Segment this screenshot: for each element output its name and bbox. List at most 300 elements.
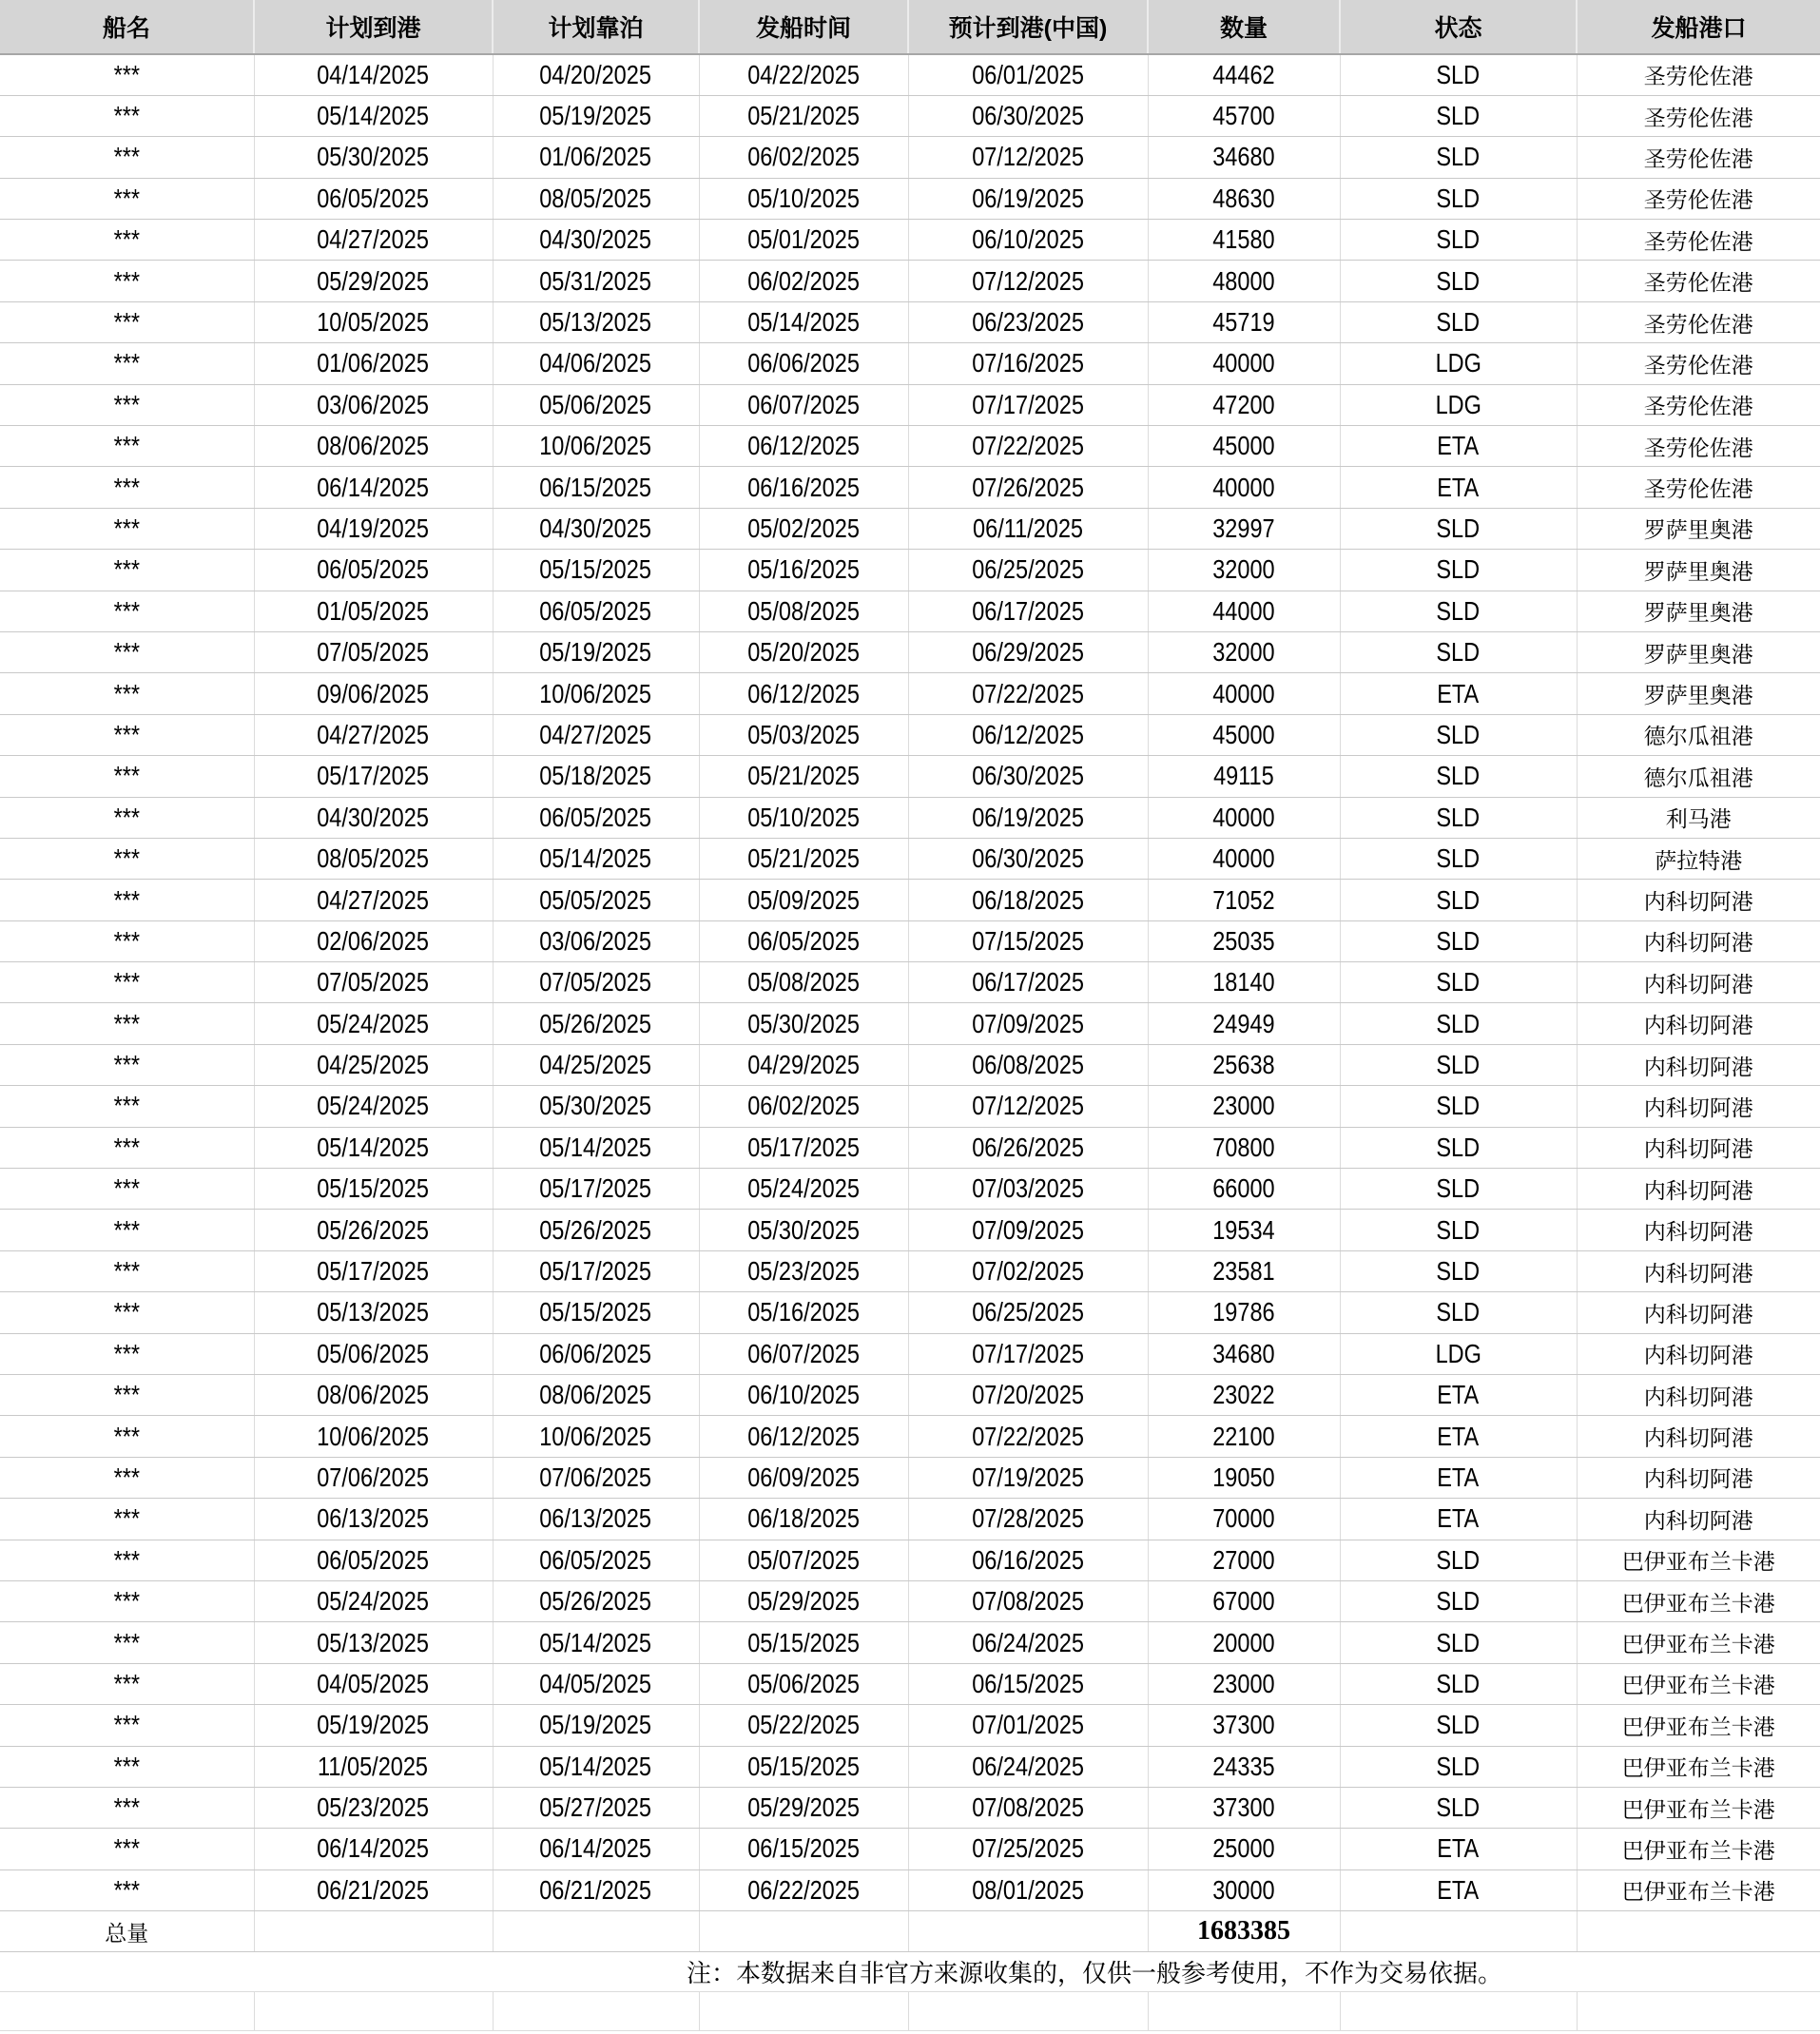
- total-empty-cell: [1340, 1911, 1577, 1952]
- empty-cell: [254, 1992, 493, 2031]
- cell-planned_arrival: 04/27/2025: [254, 220, 493, 261]
- table-row: [0, 1375, 1820, 1416]
- cell-status: SLD: [1340, 1169, 1577, 1210]
- cell-planned_arrival: 05/29/2025: [254, 261, 493, 301]
- cell-eta_china: 06/18/2025: [908, 880, 1148, 920]
- cell-quantity: 25035: [1148, 920, 1340, 961]
- cell-departure_time: 06/02/2025: [699, 261, 908, 301]
- cell-departure_time: 06/12/2025: [699, 1416, 908, 1457]
- cell-ship: ***: [0, 673, 254, 714]
- cell-planned_arrival: 04/27/2025: [254, 880, 493, 920]
- table-row: [0, 1169, 1820, 1210]
- table-row: [0, 920, 1820, 961]
- cell-status: ETA: [1340, 673, 1577, 714]
- cell-quantity: 24949: [1148, 1003, 1340, 1044]
- cell-ship: ***: [0, 1580, 254, 1621]
- cell-planned_arrival: 06/05/2025: [254, 550, 493, 591]
- total-row: [0, 1911, 1820, 1952]
- cell-quantity: 48630: [1148, 178, 1340, 219]
- table-row: [0, 384, 1820, 425]
- cell-eta_china: 07/02/2025: [908, 1250, 1148, 1291]
- cell-status: SLD: [1340, 631, 1577, 672]
- cell-departure_port: 内科切阿港: [1577, 962, 1820, 1003]
- cell-eta_china: 06/17/2025: [908, 591, 1148, 631]
- cell-eta_china: 07/19/2025: [908, 1457, 1148, 1498]
- cell-departure_time: 05/29/2025: [699, 1787, 908, 1828]
- cell-status: SLD: [1340, 178, 1577, 219]
- cell-ship: ***: [0, 1829, 254, 1869]
- cell-departure_port: 罗萨里奥港: [1577, 550, 1820, 591]
- cell-quantity: 23581: [1148, 1250, 1340, 1291]
- cell-departure_time: 05/21/2025: [699, 838, 908, 879]
- cell-planned_arrival: 04/19/2025: [254, 508, 493, 549]
- table-row: [0, 1746, 1820, 1787]
- cell-departure_time: 05/30/2025: [699, 1210, 908, 1250]
- cell-status: SLD: [1340, 591, 1577, 631]
- cell-planned_berth: 05/18/2025: [493, 756, 699, 797]
- table-row: [0, 550, 1820, 591]
- cell-eta_china: 06/30/2025: [908, 838, 1148, 879]
- empty-row: [0, 1992, 1820, 2031]
- cell-ship: ***: [0, 1663, 254, 1704]
- cell-eta_china: 07/12/2025: [908, 261, 1148, 301]
- cell-eta_china: 07/09/2025: [908, 1003, 1148, 1044]
- cell-planned_arrival: 05/06/2025: [254, 1333, 493, 1374]
- empty-cell: [493, 1992, 699, 2031]
- total-empty-cell: [254, 1911, 493, 1952]
- cell-planned_arrival: 04/14/2025: [254, 54, 493, 95]
- cell-ship: ***: [0, 1705, 254, 1746]
- cell-departure_time: 05/14/2025: [699, 301, 908, 342]
- disclaimer-note: 注：本数据来自非官方来源收集的，仅供一般参考使用，不作为交易依据。: [686, 1959, 1502, 1988]
- cell-quantity: 40000: [1148, 673, 1340, 714]
- cell-quantity: 34680: [1148, 137, 1340, 178]
- cell-departure_port: 圣劳伦佐港: [1577, 178, 1820, 219]
- cell-ship: ***: [0, 1086, 254, 1127]
- cell-planned_arrival: 10/06/2025: [254, 1416, 493, 1457]
- cell-quantity: 19534: [1148, 1210, 1340, 1250]
- cell-departure_port: 内科切阿港: [1577, 1416, 1820, 1457]
- cell-departure_time: 06/16/2025: [699, 467, 908, 508]
- cell-eta_china: 06/10/2025: [908, 220, 1148, 261]
- cell-eta_china: 07/16/2025: [908, 343, 1148, 384]
- cell-departure_port: 圣劳伦佐港: [1577, 95, 1820, 136]
- cell-quantity: 40000: [1148, 343, 1340, 384]
- cell-eta_china: 06/19/2025: [908, 178, 1148, 219]
- cell-status: SLD: [1340, 508, 1577, 549]
- cell-eta_china: 06/24/2025: [908, 1746, 1148, 1787]
- cell-departure_time: 06/18/2025: [699, 1499, 908, 1540]
- cell-ship: ***: [0, 797, 254, 838]
- table-row: [0, 1829, 1820, 1869]
- cell-planned_arrival: 01/05/2025: [254, 591, 493, 631]
- cell-departure_time: 05/10/2025: [699, 797, 908, 838]
- cell-planned_berth: 05/14/2025: [493, 838, 699, 879]
- cell-status: SLD: [1340, 137, 1577, 178]
- cell-departure_time: 05/02/2025: [699, 508, 908, 549]
- cell-planned_arrival: 05/17/2025: [254, 1250, 493, 1291]
- cell-planned_arrival: 07/05/2025: [254, 962, 493, 1003]
- cell-planned_berth: 05/27/2025: [493, 1787, 699, 1828]
- cell-planned_arrival: 02/06/2025: [254, 920, 493, 961]
- empty-cell: [699, 1992, 908, 2031]
- cell-planned_berth: 10/06/2025: [493, 426, 699, 467]
- table-row: [0, 673, 1820, 714]
- cell-departure_time: 05/06/2025: [699, 1663, 908, 1704]
- cell-departure_time: 05/30/2025: [699, 1003, 908, 1044]
- table-row: [0, 54, 1820, 95]
- table-row: [0, 756, 1820, 797]
- cell-planned_berth: 10/06/2025: [493, 673, 699, 714]
- cell-departure_time: 06/15/2025: [699, 1829, 908, 1869]
- table-row: [0, 962, 1820, 1003]
- cell-quantity: 23022: [1148, 1375, 1340, 1416]
- cell-status: SLD: [1340, 797, 1577, 838]
- table-row: [0, 1086, 1820, 1127]
- cell-planned_berth: 05/17/2025: [493, 1169, 699, 1210]
- total-empty-cell: [908, 1911, 1148, 1952]
- cell-ship: ***: [0, 1416, 254, 1457]
- cell-planned_arrival: 08/06/2025: [254, 426, 493, 467]
- cell-status: SLD: [1340, 1292, 1577, 1333]
- cell-departure_port: 巴伊亚布兰卡港: [1577, 1622, 1820, 1663]
- cell-ship: ***: [0, 1333, 254, 1374]
- cell-planned_berth: 05/19/2025: [493, 1705, 699, 1746]
- column-header-eta-china: 预计到港(中国): [908, 0, 1148, 54]
- cell-departure_time: 04/29/2025: [699, 1044, 908, 1085]
- table-row: [0, 1540, 1820, 1580]
- table-row: [0, 1210, 1820, 1250]
- cell-ship: ***: [0, 714, 254, 755]
- cell-planned_arrival: 05/14/2025: [254, 1127, 493, 1168]
- cell-quantity: 23000: [1148, 1663, 1340, 1704]
- cell-planned_berth: 05/19/2025: [493, 631, 699, 672]
- cell-eta_china: 07/28/2025: [908, 1499, 1148, 1540]
- cell-eta_china: 07/08/2025: [908, 1787, 1148, 1828]
- cell-ship: ***: [0, 137, 254, 178]
- cell-status: SLD: [1340, 1127, 1577, 1168]
- empty-cell: [1148, 1992, 1340, 2031]
- cell-eta_china: 06/08/2025: [908, 1044, 1148, 1085]
- cell-ship: ***: [0, 838, 254, 879]
- cell-ship: ***: [0, 550, 254, 591]
- cell-ship: ***: [0, 1540, 254, 1580]
- cell-ship: ***: [0, 1292, 254, 1333]
- cell-departure_port: 内科切阿港: [1577, 1457, 1820, 1498]
- cell-departure_time: 06/07/2025: [699, 384, 908, 425]
- cell-status: SLD: [1340, 220, 1577, 261]
- cell-ship: ***: [0, 1499, 254, 1540]
- cell-status: SLD: [1340, 1663, 1577, 1704]
- cell-eta_china: 06/26/2025: [908, 1127, 1148, 1168]
- cell-quantity: 25000: [1148, 1829, 1340, 1869]
- cell-quantity: 18140: [1148, 962, 1340, 1003]
- cell-departure_time: 05/21/2025: [699, 95, 908, 136]
- cell-eta_china: 07/26/2025: [908, 467, 1148, 508]
- cell-quantity: 22100: [1148, 1416, 1340, 1457]
- cell-departure_port: 巴伊亚布兰卡港: [1577, 1663, 1820, 1704]
- cell-departure_time: 06/06/2025: [699, 343, 908, 384]
- cell-planned_berth: 05/14/2025: [493, 1127, 699, 1168]
- cell-status: LDG: [1340, 1333, 1577, 1374]
- cell-ship: ***: [0, 384, 254, 425]
- cell-departure_time: 05/15/2025: [699, 1622, 908, 1663]
- cell-departure_port: 罗萨里奥港: [1577, 591, 1820, 631]
- cell-departure_time: 05/01/2025: [699, 220, 908, 261]
- cell-quantity: 71052: [1148, 880, 1340, 920]
- cell-status: SLD: [1340, 1580, 1577, 1621]
- table-row: [0, 1416, 1820, 1457]
- cell-ship: ***: [0, 1746, 254, 1787]
- cell-departure_port: 内科切阿港: [1577, 920, 1820, 961]
- cell-status: SLD: [1340, 54, 1577, 95]
- cell-departure_time: 05/20/2025: [699, 631, 908, 672]
- table-row: [0, 838, 1820, 879]
- cell-planned_berth: 04/05/2025: [493, 1663, 699, 1704]
- cell-ship: ***: [0, 426, 254, 467]
- note-row: [0, 1952, 1820, 1992]
- table-row: [0, 631, 1820, 672]
- table-row: [0, 467, 1820, 508]
- cell-ship: ***: [0, 508, 254, 549]
- cell-quantity: 45719: [1148, 301, 1340, 342]
- cell-planned_berth: 05/26/2025: [493, 1580, 699, 1621]
- cell-ship: ***: [0, 1250, 254, 1291]
- cell-planned_berth: 06/05/2025: [493, 1540, 699, 1580]
- cell-ship: ***: [0, 1622, 254, 1663]
- cell-ship: ***: [0, 261, 254, 301]
- cell-quantity: 41580: [1148, 220, 1340, 261]
- cell-eta_china: 06/17/2025: [908, 962, 1148, 1003]
- cell-departure_port: 圣劳伦佐港: [1577, 220, 1820, 261]
- table-row: [0, 1457, 1820, 1498]
- cell-eta_china: 07/17/2025: [908, 1333, 1148, 1374]
- cell-departure_port: 圣劳伦佐港: [1577, 261, 1820, 301]
- cell-departure_port: 内科切阿港: [1577, 1499, 1820, 1540]
- cell-departure_time: 06/12/2025: [699, 426, 908, 467]
- table-row: [0, 508, 1820, 549]
- cell-quantity: 47200: [1148, 384, 1340, 425]
- table-row: [0, 95, 1820, 136]
- cell-status: SLD: [1340, 880, 1577, 920]
- cell-planned_berth: 10/06/2025: [493, 1416, 699, 1457]
- cell-planned_berth: 06/21/2025: [493, 1869, 699, 1910]
- cell-status: ETA: [1340, 1457, 1577, 1498]
- cell-quantity: 66000: [1148, 1169, 1340, 1210]
- cell-departure_time: 06/12/2025: [699, 673, 908, 714]
- cell-quantity: 40000: [1148, 838, 1340, 879]
- column-header-status: 状态: [1340, 0, 1577, 54]
- cell-quantity: 44462: [1148, 54, 1340, 95]
- cell-planned_arrival: 04/30/2025: [254, 797, 493, 838]
- cell-quantity: 45700: [1148, 95, 1340, 136]
- cell-eta_china: 06/12/2025: [908, 714, 1148, 755]
- cell-planned_arrival: 01/06/2025: [254, 343, 493, 384]
- cell-ship: ***: [0, 756, 254, 797]
- cell-planned_arrival: 05/24/2025: [254, 1086, 493, 1127]
- cell-departure_time: 05/29/2025: [699, 1580, 908, 1621]
- cell-planned_berth: 03/06/2025: [493, 920, 699, 961]
- cell-planned_berth: 04/27/2025: [493, 714, 699, 755]
- cell-planned_berth: 05/26/2025: [493, 1003, 699, 1044]
- empty-cell: [0, 1992, 254, 2031]
- table-row: [0, 426, 1820, 467]
- cell-eta_china: 06/29/2025: [908, 631, 1148, 672]
- cell-departure_port: 内科切阿港: [1577, 1169, 1820, 1210]
- cell-status: SLD: [1340, 1787, 1577, 1828]
- cell-status: SLD: [1340, 1622, 1577, 1663]
- cell-planned_berth: 05/13/2025: [493, 301, 699, 342]
- total-empty-cell: [699, 1911, 908, 1952]
- table-row: [0, 220, 1820, 261]
- table-row: [0, 178, 1820, 219]
- total-empty-cell: [1577, 1911, 1820, 1952]
- cell-ship: ***: [0, 301, 254, 342]
- cell-ship: ***: [0, 1787, 254, 1828]
- cell-eta_china: 06/23/2025: [908, 301, 1148, 342]
- cell-eta_china: 07/12/2025: [908, 137, 1148, 178]
- cell-departure_time: 05/07/2025: [699, 1540, 908, 1580]
- table-row: [0, 301, 1820, 342]
- cell-ship: ***: [0, 1210, 254, 1250]
- cell-status: SLD: [1340, 1705, 1577, 1746]
- cell-eta_china: 07/22/2025: [908, 426, 1148, 467]
- cell-departure_time: 05/10/2025: [699, 178, 908, 219]
- cell-planned_arrival: 04/05/2025: [254, 1663, 493, 1704]
- cell-departure_port: 内科切阿港: [1577, 1292, 1820, 1333]
- cell-quantity: 40000: [1148, 797, 1340, 838]
- cell-departure_time: 05/08/2025: [699, 962, 908, 1003]
- cell-departure_port: 圣劳伦佐港: [1577, 467, 1820, 508]
- table-row: [0, 1499, 1820, 1540]
- cell-status: ETA: [1340, 1416, 1577, 1457]
- cell-quantity: 20000: [1148, 1622, 1340, 1663]
- cell-ship: ***: [0, 1457, 254, 1498]
- cell-ship: ***: [0, 1375, 254, 1416]
- cell-eta_china: 08/01/2025: [908, 1869, 1148, 1910]
- cell-quantity: 49115: [1148, 756, 1340, 797]
- cell-departure_port: 巴伊亚布兰卡港: [1577, 1746, 1820, 1787]
- cell-planned_berth: 06/05/2025: [493, 797, 699, 838]
- cell-planned_berth: 04/30/2025: [493, 220, 699, 261]
- cell-planned_berth: 05/06/2025: [493, 384, 699, 425]
- table-row: [0, 714, 1820, 755]
- cell-eta_china: 07/20/2025: [908, 1375, 1148, 1416]
- cell-departure_port: 巴伊亚布兰卡港: [1577, 1829, 1820, 1869]
- cell-departure_time: 05/24/2025: [699, 1169, 908, 1210]
- cell-planned_berth: 07/05/2025: [493, 962, 699, 1003]
- cell-eta_china: 06/24/2025: [908, 1622, 1148, 1663]
- column-header-departure-port: 发船港口: [1577, 0, 1820, 54]
- cell-planned_arrival: 05/26/2025: [254, 1210, 493, 1250]
- cell-eta_china: 06/30/2025: [908, 756, 1148, 797]
- cell-quantity: 70000: [1148, 1499, 1340, 1540]
- table-row: [0, 1622, 1820, 1663]
- cell-ship: ***: [0, 962, 254, 1003]
- cell-status: SLD: [1340, 1044, 1577, 1085]
- cell-planned_berth: 05/31/2025: [493, 261, 699, 301]
- cell-status: SLD: [1340, 550, 1577, 591]
- cell-status: SLD: [1340, 962, 1577, 1003]
- cell-departure_time: 05/09/2025: [699, 880, 908, 920]
- cell-status: LDG: [1340, 343, 1577, 384]
- cell-eta_china: 07/12/2025: [908, 1086, 1148, 1127]
- table-row: [0, 880, 1820, 920]
- cell-status: SLD: [1340, 95, 1577, 136]
- cell-planned_berth: 05/05/2025: [493, 880, 699, 920]
- empty-cell: [908, 1992, 1148, 2031]
- cell-ship: ***: [0, 178, 254, 219]
- cell-planned_berth: 04/20/2025: [493, 54, 699, 95]
- cell-status: ETA: [1340, 426, 1577, 467]
- cell-status: SLD: [1340, 1250, 1577, 1291]
- table-row: [0, 1580, 1820, 1621]
- cell-planned_arrival: 06/21/2025: [254, 1869, 493, 1910]
- cell-departure_port: 罗萨里奥港: [1577, 508, 1820, 549]
- table-row: [0, 1663, 1820, 1704]
- cell-planned_arrival: 06/14/2025: [254, 467, 493, 508]
- table-row: [0, 1003, 1820, 1044]
- total-label-cell: [0, 1911, 254, 1952]
- cell-planned_berth: 06/14/2025: [493, 1829, 699, 1869]
- cell-departure_time: 06/22/2025: [699, 1869, 908, 1910]
- cell-status: ETA: [1340, 1499, 1577, 1540]
- cell-status: SLD: [1340, 301, 1577, 342]
- cell-planned_arrival: 05/23/2025: [254, 1787, 493, 1828]
- cell-departure_port: 萨拉特港: [1577, 838, 1820, 879]
- cell-planned_arrival: 04/25/2025: [254, 1044, 493, 1085]
- cell-planned_berth: 04/25/2025: [493, 1044, 699, 1085]
- cell-planned_arrival: 05/19/2025: [254, 1705, 493, 1746]
- cell-eta_china: 06/16/2025: [908, 1540, 1148, 1580]
- cell-departure_port: 巴伊亚布兰卡港: [1577, 1869, 1820, 1910]
- cell-quantity: 23000: [1148, 1086, 1340, 1127]
- cell-quantity: 44000: [1148, 591, 1340, 631]
- cell-departure_port: 内科切阿港: [1577, 1375, 1820, 1416]
- cell-quantity: 48000: [1148, 261, 1340, 301]
- cell-status: SLD: [1340, 920, 1577, 961]
- cell-departure_port: 内科切阿港: [1577, 1127, 1820, 1168]
- cell-departure_time: 06/10/2025: [699, 1375, 908, 1416]
- cell-departure_port: 德尔瓜祖港: [1577, 714, 1820, 755]
- cell-ship: ***: [0, 54, 254, 95]
- column-header-quantity: 数量: [1148, 0, 1340, 54]
- cell-departure_port: 圣劳伦佐港: [1577, 54, 1820, 95]
- cell-status: LDG: [1340, 384, 1577, 425]
- cell-quantity: 45000: [1148, 426, 1340, 467]
- cell-ship: ***: [0, 1169, 254, 1210]
- cell-departure_port: 巴伊亚布兰卡港: [1577, 1705, 1820, 1746]
- table-row: [0, 343, 1820, 384]
- cell-status: SLD: [1340, 1540, 1577, 1580]
- empty-cell: [1577, 1992, 1820, 2031]
- cell-quantity: 32000: [1148, 631, 1340, 672]
- cell-departure_port: 圣劳伦佐港: [1577, 426, 1820, 467]
- cell-planned_arrival: 06/05/2025: [254, 178, 493, 219]
- cell-departure_port: 内科切阿港: [1577, 1003, 1820, 1044]
- cell-planned_berth: 05/14/2025: [493, 1622, 699, 1663]
- cell-planned_arrival: 07/06/2025: [254, 1457, 493, 1498]
- cell-quantity: 24335: [1148, 1746, 1340, 1787]
- total-quantity-cell: [1148, 1911, 1340, 1952]
- cell-departure_port: 圣劳伦佐港: [1577, 384, 1820, 425]
- cell-ship: ***: [0, 343, 254, 384]
- cell-planned_arrival: 05/24/2025: [254, 1003, 493, 1044]
- total-label: 总量: [105, 1920, 149, 1946]
- cell-departure_time: 05/15/2025: [699, 1746, 908, 1787]
- table-row: [0, 137, 1820, 178]
- cell-departure_port: 内科切阿港: [1577, 1044, 1820, 1085]
